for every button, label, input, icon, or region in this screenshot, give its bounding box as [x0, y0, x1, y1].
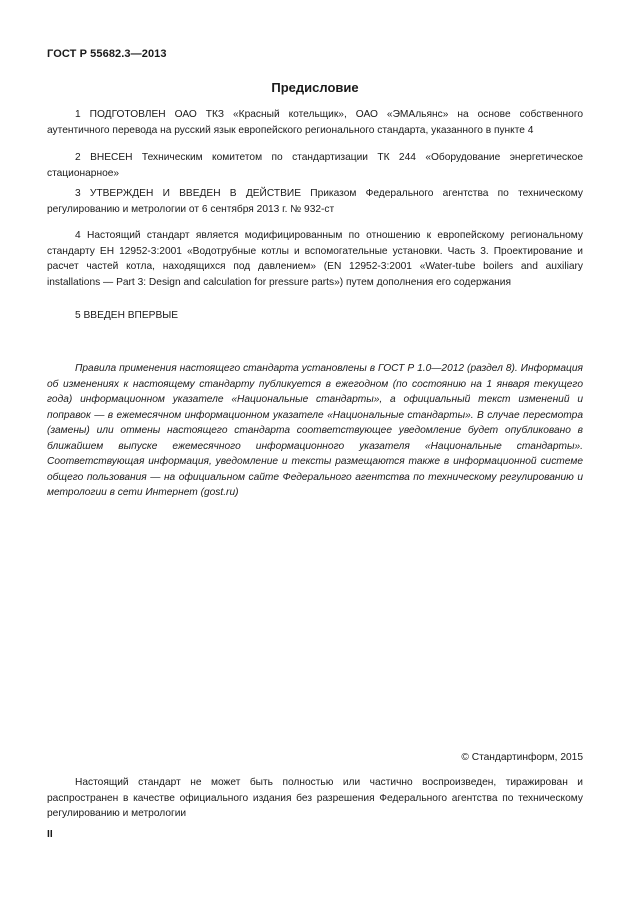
- page-title: Предисловие: [271, 80, 359, 95]
- copyright-notice: © Стандартинформ, 2015: [461, 752, 583, 763]
- paragraph-submitted-by: 2 ВНЕСЕН Техническим комитетом по стандартизации ТК 244 «Оборудование энергетическое стационарное»: [47, 152, 583, 179]
- paragraph-prepared-by: 1 ПОДГОТОВЛЕН ОАО ТКЗ «Красный котельщик», ОАО «ЭМАльянс» на основе собственного аутентичного перевода на русский язык европейского регионального стандарта, указанного в пункте 4: [47, 109, 583, 136]
- application-rules-note: Правила применения настоящего стандарта установлены в ГОСТ Р 1.0—2012 (раздел 8). Информация об изменениях к настоящему стандарту публикуется в ежегодном (по состоянию на 1 января текущего года) информационном указателе «Национальные стандарты», а официальный текст изменений и поправок — в ежемесячном информационном указателе «Национальные стандарты». В случае пересмотра (замены) или отмены настоящего стандарта соответствующее уведомление будет опубликовано в ближайшем выпуске ежемесячного информационного указателя «Национальные стандарты». Соответствующая информация, уведомление и тексты размещаются также в информационной системе общего пользования — на официальном сайте Федерального агентства по техническому регулированию и метрологии в сети Интернет (gost.ru): [47, 363, 583, 498]
- reproduction-disclaimer: Настоящий стандарт не может быть полностью или частично воспроизведен, тиражирован и распространен в качестве официального издания без разрешения Федерального агентства по техническому регулированию и метрологии: [47, 777, 583, 819]
- page-number: II: [47, 829, 53, 840]
- paragraph-modification: 4 Настоящий стандарт является модифицированным по отношению к европейскому региональному стандарту ЕН 12952-3:2001 «Водотрубные котлы и вспомогательные установки. Часть 3. Проектирование и расчет частей котла, находящихся под давлением» (EN 12952-3:2001 «Water-tube boilers and auxiliary installations — Part 3: Design and calculation for pressure parts») путем дополнения его содержания: [47, 230, 583, 288]
- paragraph-introduced-first: 5 ВВЕДЕН ВПЕРВЫЕ: [75, 310, 179, 321]
- standard-id-header: ГОСТ Р 55682.3—2013: [47, 48, 167, 60]
- paragraph-approved: 3 УТВЕРЖДЕН И ВВЕДЕН В ДЕЙСТВИЕ Приказом Федерального агентства по техническому регулированию и метрологии от 6 сентября 2013 г. № 932-ст: [47, 188, 583, 215]
